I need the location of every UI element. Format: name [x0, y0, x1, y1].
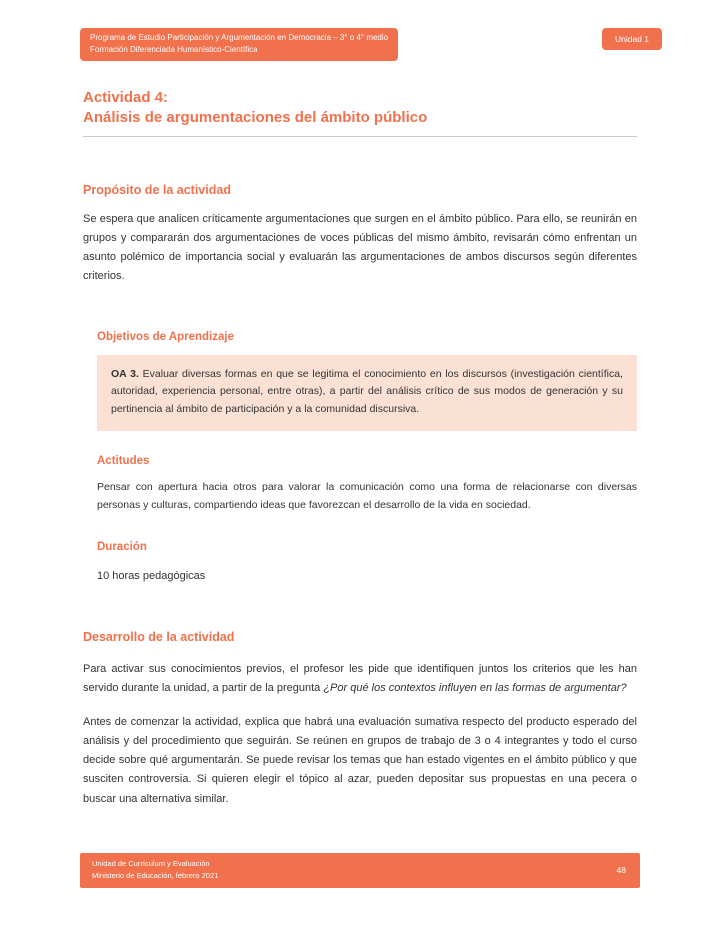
oa-text: Evaluar diversas formas en que se legitima el conocimiento en los discursos (investigación científica, autoridad, experiencia personal, entre otras), a partir del análisis crítico de sus modos de generación y su pertinencia al ámbito de participación y a la comunidad discursiva. — [111, 367, 623, 416]
activity-title-line2: Análisis de argumentaciones del ámbito público — [83, 109, 428, 127]
page-footer — [80, 853, 640, 888]
page-number: 48 — [616, 865, 626, 875]
program-banner-line1: Programa de Estudio Participación y Argumentación en Democracia – 3° o 4° medio — [90, 33, 389, 42]
desarrollo-paragraph-2: Antes de comenzar la actividad, explica que habrá una evaluación sumativa respecto del producto esperado del análisis y del procedimiento que seguirán. Se reúnen en grupos de trabajo de 3 o 4 integrantes y todo el curso decide sobre qué argumentarán. Se puede revisar los temas que han estado vigentes en el ámbito público y que susciten controversia. Si quieren elegir el tópico al azar, pueden depositar sus propuestas en una pecera o buscar una alternativa similar. — [83, 715, 637, 805]
proposito-paragraph: Se espera que analicen críticamente argumentaciones que surgen en el ámbito público. Para ello, se reunirán en grupos y compararán dos argumentaciones de voces públicas del mismo ámbito, revisarán cómo enfrentan un asunto polémico de importancia social y evaluarán las argumentaciones de ambos discursos según diferentes criterios. — [83, 212, 637, 283]
subheading-actitudes: Actitudes — [97, 455, 150, 468]
page-title — [83, 88, 637, 129]
program-banner — [80, 28, 398, 61]
footer-line1: Unidad de Currículum y Evaluación — [92, 859, 210, 868]
document-content — [0, 88, 720, 809]
desarrollo-paragraph-1-question: ¿Por qué los contextos influyen en las formas de argumentar? — [323, 682, 627, 695]
activity-title-line1: Actividad 4: — [83, 89, 169, 106]
actitudes-paragraph: Pensar con apertura hacia otros para valorar la comunicación como una forma de relacionarse con diversas personas y culturas, compartiendo ideas que favorezcan el desarrollo de la vida en sociedad. — [97, 481, 637, 512]
subheading-duracion: Duración — [97, 540, 147, 553]
program-banner-line2: Formación Diferenciada Humanístico-Científica — [90, 45, 258, 54]
oa-label: OA 3. — [111, 367, 139, 380]
section-heading-desarrollo: Desarrollo de la actividad — [83, 630, 235, 645]
desarrollo-paragraph-1 — [83, 660, 637, 699]
unit-badge: Unidad 1 — [602, 28, 662, 50]
subheading-objetivos: Objetivos de Aprendizaje — [97, 330, 234, 343]
duracion-value: 10 horas pedagógicas — [97, 569, 206, 582]
footer-text — [92, 858, 218, 882]
page-header — [0, 0, 720, 61]
title-divider — [83, 136, 637, 137]
section-heading-proposito: Propósito de la actividad — [83, 182, 231, 197]
desarrollo-paragraph-1-normal: Para activar sus conocimientos previos, el profesor les pide que identifiquen juntos los criterios que les han servido durante la unidad, a partir de la pregunta — [83, 663, 637, 695]
oa-box — [97, 355, 637, 432]
footer-line2: Ministerio de Educación, febrero 2021 — [92, 871, 219, 880]
